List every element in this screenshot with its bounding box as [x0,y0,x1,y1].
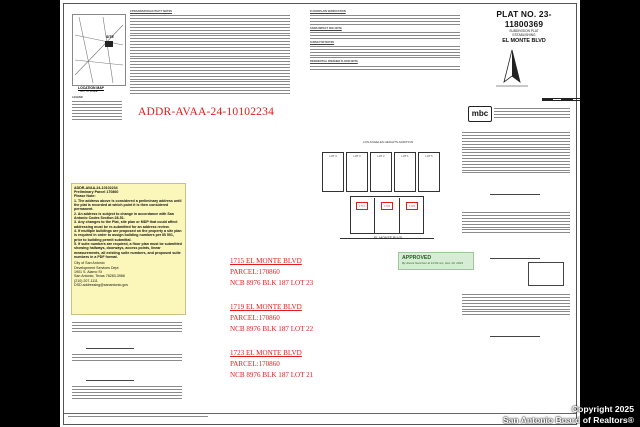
surveyor-seal [528,262,564,286]
address-legal: NCB 8976 BLK 187 LOT 23 [230,279,314,287]
signature-line [490,252,540,259]
address-tag-1719: 1719 [381,202,393,210]
note-dept: Development Services Dept [74,265,119,270]
legend-title: LEGEND [72,96,83,99]
address-legal: NCB 8976 BLK 187 LOT 22 [230,325,314,333]
surveyor-notes-title: SURVEYOR NOTES [310,40,335,44]
surveyor-notes-text [310,46,460,58]
site-label: SITE [106,35,114,39]
location-map-scale: NOT TO SCALE [80,90,98,93]
north-arrow-icon [492,48,532,90]
floodplain-notes [310,10,460,71]
floodplain-title: FLOODPLAIN VERIFICATION [310,10,346,13]
lot-label: LOT 2 [377,155,385,158]
lot-parcel [418,152,440,192]
plat-name: EL MONTE BLVD [502,38,546,44]
address-tag-1723: 1723 [406,202,418,210]
note-5: 5. If suite numbers are required, a floor plan must be submitted showing hallways, doorways, access points, linear measurements, all existing suite numbers, and proposed suite numbers in a PDF format. [74,241,182,259]
floor-note-text [310,66,460,70]
signature-line [86,374,134,381]
county-certification-text [462,130,570,175]
utility-notes-title: CPS/SAWS/COSA/UTILITY NOTES [130,10,173,13]
top-street-label: LOS ANGELES HEIGHTS ADDITION [362,140,413,144]
plat-header [478,9,570,44]
address-parcel: PARCEL:170860 [230,360,280,368]
approved-stamp [398,252,474,270]
note-4: 4. If multiple buildings are proposed on the property a site plan is required in order to assign building numbers per IB 501, prior to building permit submittal. [74,228,182,242]
bottom-street-label: EL MONTE BLVD [373,236,403,240]
notary-text [72,352,182,363]
plat-sheet [60,0,580,427]
address-block-1719 [230,302,313,335]
location-map-title: LOCATION MAP [78,86,104,90]
note-street: 1901 S. Alamo St [74,270,102,275]
scale-bar [542,98,580,101]
note-1: 1. The address above is considered a preliminary address until the plat is recorded at which point it is then considered permanent. [74,198,182,212]
lot-map [322,140,454,244]
footer-text [68,414,208,419]
lot-parcel [394,152,416,192]
signature-line [490,188,540,195]
address-parcel: PARCEL:170860 [230,268,280,276]
address-street: 1715 EL MONTE BLVD [230,257,302,265]
legend-lines [72,101,122,119]
address-street: 1719 EL MONTE BLVD [230,303,302,311]
lot-parcel [322,152,344,192]
signature-line [86,342,134,349]
address-block-1715 [230,256,313,289]
plat-subtitle: SUBDIVISION PLAT [509,29,539,33]
note-citystate: San Antonio, Texas 78283-3966 [74,274,125,279]
note-email: DSD.addressing@sanantonio.gov [74,283,129,288]
location-map-drawing [73,15,125,85]
note-status: Preliminary Parcel 170860 [74,189,119,194]
owner-certification-text [72,320,182,334]
approved-by: By Alexis Sanchez at 10:04 am, Dec 19, 2024 [402,260,463,265]
note-please: Please Note: [74,194,96,199]
address-request-title: ADDR-AVAA-24-10102234 [138,106,275,118]
note-phone: (210) 207-1111 [74,278,98,283]
saws-impact-text [310,32,460,38]
planning-commission-text [462,210,570,235]
address-note-box [71,183,186,315]
floodplain-text [310,15,460,24]
lot-label: LOT 4 [329,155,337,158]
note-id: ADDR-AVAA-24-10102234 [74,185,118,190]
signature-line [490,330,540,337]
board-watermark: San Antonio Board of Realtors® [502,415,634,425]
note-3: 3. Any changes to the Plat, site plan or MDP that could affect addressing must be re-submitted for an address review. [74,220,178,229]
lot-divider [374,198,375,234]
address-parcel: PARCEL:170860 [230,314,280,322]
lot-label: LOT 3 [353,155,361,158]
lot-label: LOT 1 [401,155,409,158]
lot-parcel [346,152,368,192]
plat-subtitle-2: ESTABLISHING [512,33,536,37]
note-city: City of San Antonio [74,261,105,266]
lot-label: LOT 5 [425,155,433,158]
engineer-block [494,106,570,120]
lot-divider [399,198,400,234]
location-map [72,14,126,86]
mbc-logo: mbc [468,106,492,122]
plat-number: PLAT NO. 23-11800369 [496,9,552,29]
address-tag-1715: 1715 [356,202,368,210]
note-2: 2. An address is subject to change in accordance with San Antonio Codes Section 28-51. [74,211,174,220]
floor-note-title: RESIDENTIAL FINISHED FLOOR NOTE [310,60,358,64]
copyright-watermark: Copyright 2025 [571,404,634,414]
address-street: 1723 EL MONTE BLVD [230,349,302,357]
engineer-cert-text [72,384,182,401]
utility-notes-text [130,15,290,93]
utility-notes [130,10,290,96]
legend [72,96,122,121]
surveyor-cert-text [462,292,570,317]
address-legal: NCB 8976 BLK 187 LOT 21 [230,371,314,379]
approved-label: APPROVED [402,254,432,261]
saws-impact-title: SAWS IMPACT FEE NOTE [310,26,342,30]
address-block-1723 [230,348,313,381]
lot-parcel [370,152,392,192]
